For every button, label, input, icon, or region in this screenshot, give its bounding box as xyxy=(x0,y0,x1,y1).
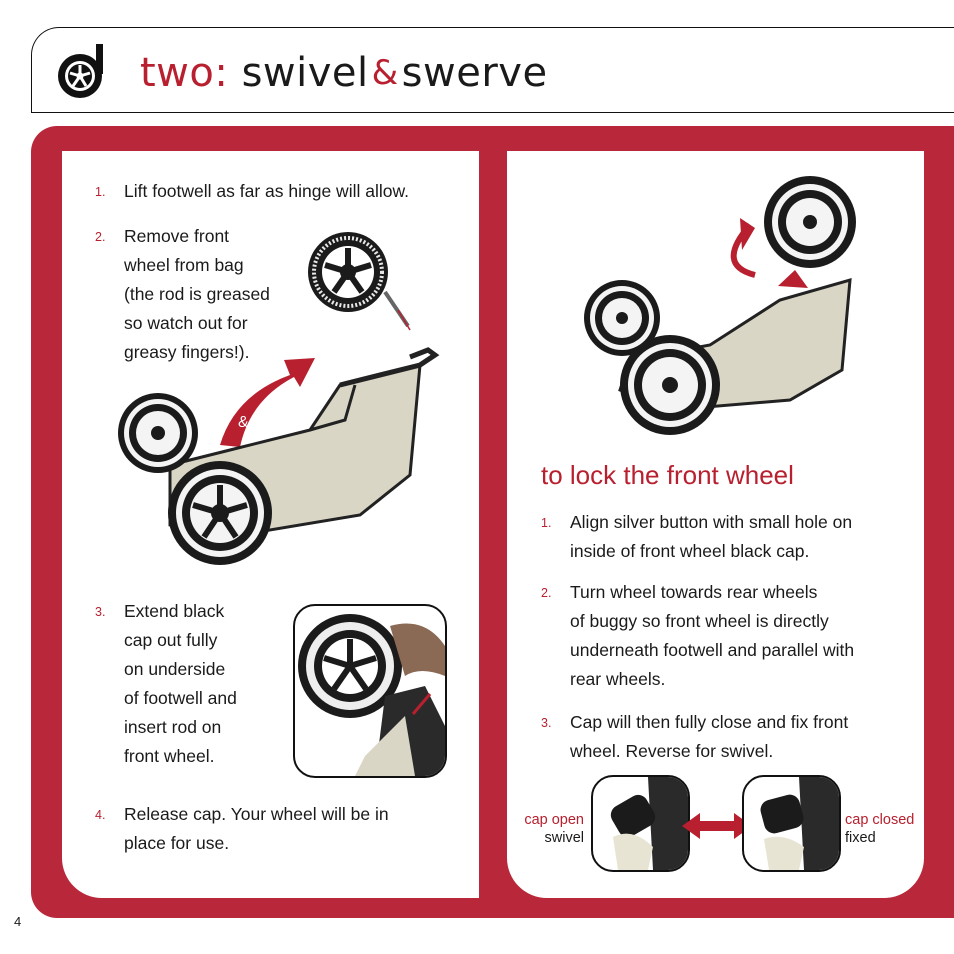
title-word-swivel: swivel xyxy=(241,50,369,96)
cap-open-photo xyxy=(591,775,690,872)
step-text: Align silver button with small hole on inside of front wheel black cap. xyxy=(570,512,853,561)
cap-closed-subtitle: fixed xyxy=(845,830,876,846)
step-number: 4. xyxy=(95,808,106,822)
front-wheel-image xyxy=(300,222,420,342)
step-number: 2. xyxy=(541,586,552,600)
arrow-ampersand: & xyxy=(238,414,249,431)
insert-rod-photo xyxy=(293,604,447,778)
buggy-wheel-rotate-image xyxy=(580,170,880,440)
insert-rod-image xyxy=(295,606,445,776)
buggy-footwell-image xyxy=(110,325,450,570)
cap-open-subtitle: swivel xyxy=(544,830,584,846)
step-number: 3. xyxy=(541,716,552,730)
step-text: Remove front wheel from bag (the rod is greased so watch out for greasy fingers!). xyxy=(124,226,270,362)
step-number: 1. xyxy=(541,516,552,530)
cap-closed-title: cap closed xyxy=(845,812,915,828)
cap-open-image xyxy=(593,777,688,870)
cap-closed-label xyxy=(845,811,935,847)
step-text: Turn wheel towards rear wheels of buggy so front wheel is directly underneath footwell and parallel with rear wheels. xyxy=(570,582,855,689)
lock-section-heading: to lock the front wheel xyxy=(541,460,794,490)
page-number: 4 xyxy=(14,914,22,929)
cap-open-title: cap open xyxy=(524,812,584,828)
title-prefix: two: xyxy=(140,50,229,96)
cap-closed-photo xyxy=(742,775,841,872)
step-number: 2. xyxy=(95,230,106,244)
step-text: Cap will then fully close and fix front wheel. Reverse for swivel. xyxy=(570,712,849,761)
title-ampersand: & xyxy=(371,53,399,93)
step-text: Lift footwell as far as hinge will allow. xyxy=(124,181,409,201)
step-number: 1. xyxy=(95,185,106,199)
wheel-logo-icon xyxy=(56,44,108,100)
title-word-swerve: swerve xyxy=(401,50,548,96)
step-text: Extend black cap out fully on underside of footwell and insert rod on front wheel. xyxy=(124,601,237,766)
cap-open-label xyxy=(510,811,584,847)
cap-closed-image xyxy=(744,777,839,870)
step-number: 3. xyxy=(95,605,106,619)
step-text: Release cap. Your wheel will be in place for use. xyxy=(124,804,389,853)
page-title xyxy=(140,50,548,96)
